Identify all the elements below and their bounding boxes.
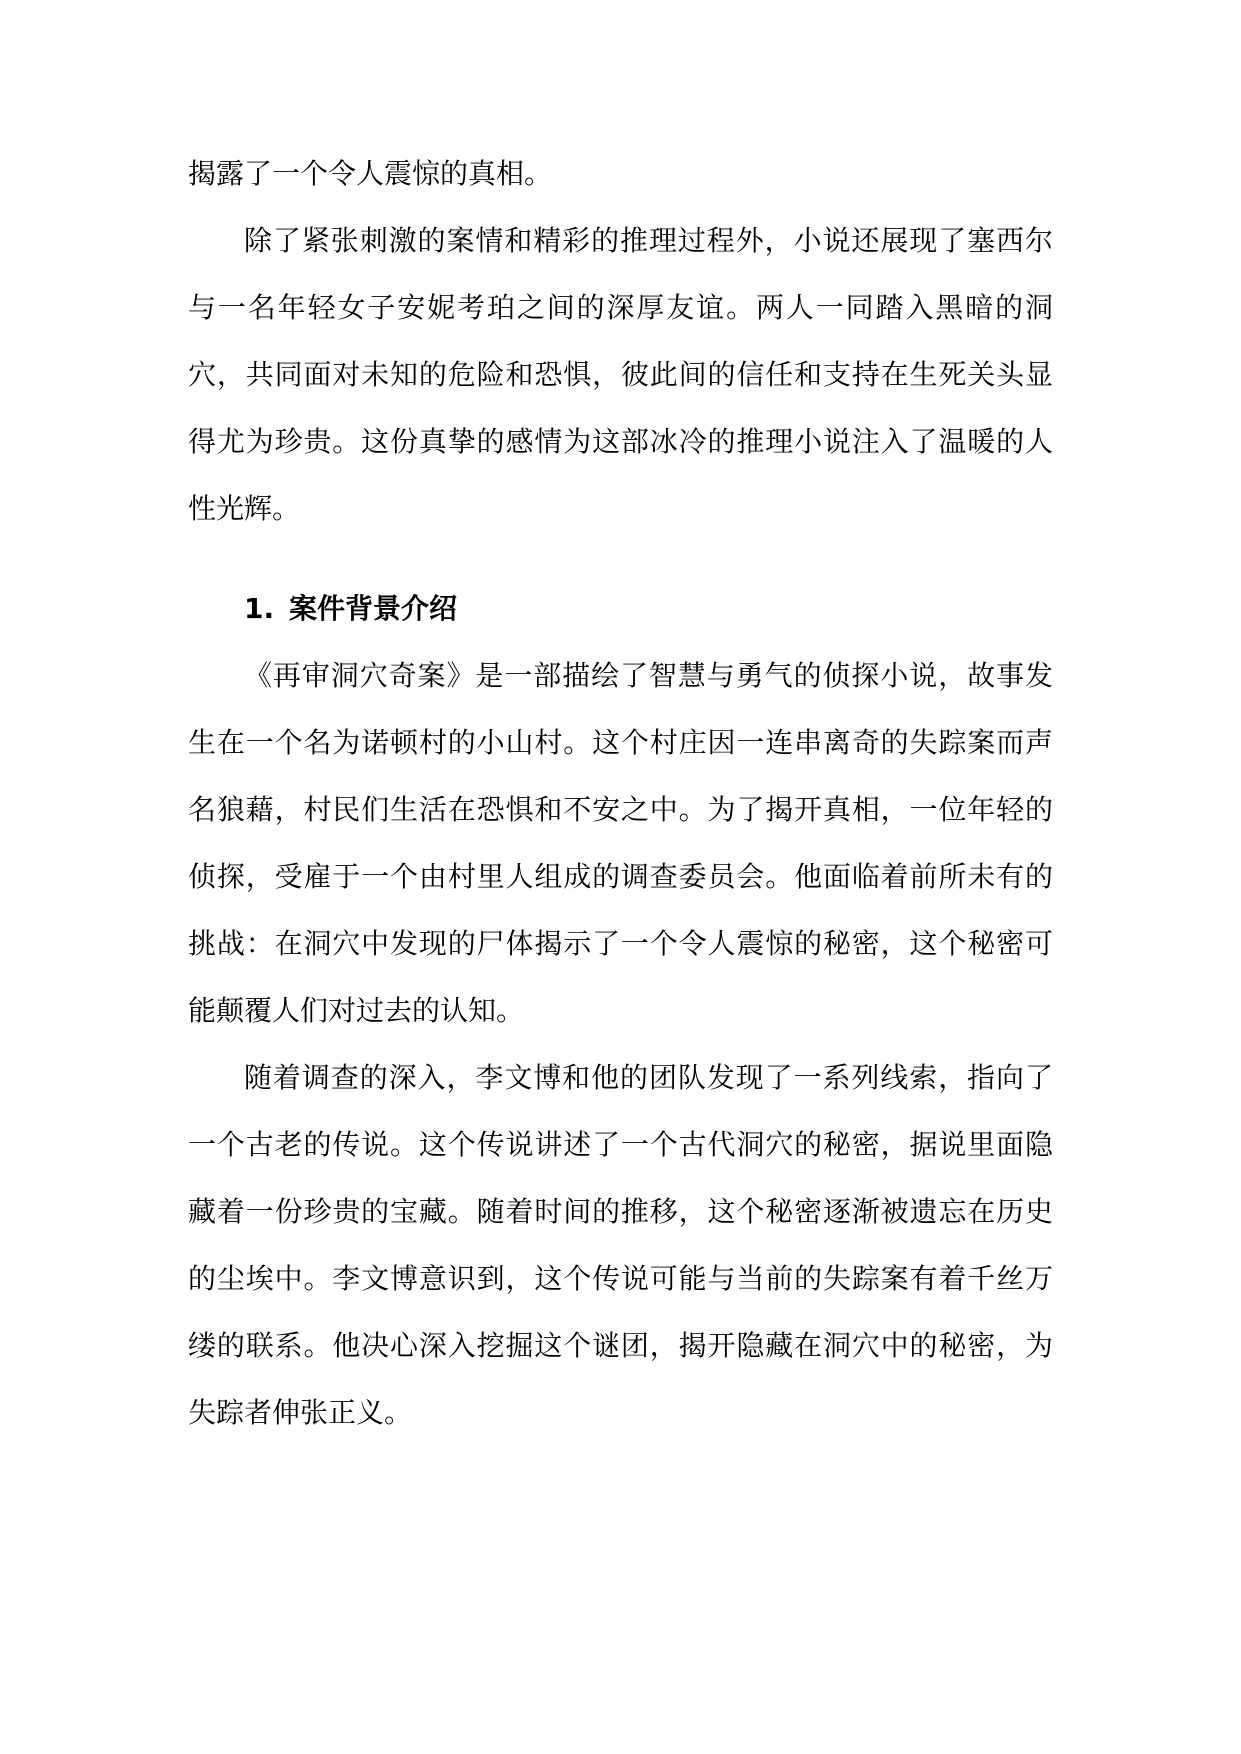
paragraph-investigation: 随着调查的深入，李文博和他的团队发现了一系列线索，指向了一个古老的传说。这个传说讲述了一个古代洞穴的秘密，据说里面隐藏着一份珍贵的宝藏。随着时间的推移，这个秘密逐渐被遗忘在历史的尘埃中。李文博意识到，这个传说可能与当前的失踪案有着千丝万缕的联系。他决心深入挖掘这个谜团，揭开隐藏在洞穴中的秘密，为失踪者伸张正义。	[188, 1061, 1053, 1429]
paragraph-friendship: 除了紧张刺激的案情和精彩的推理过程外，小说还展现了塞西尔与一名年轻女子安妮考珀之间的深厚友谊。两人一同踏入黑暗的洞穴，共同面对未知的危险和恐惧，彼此间的信任和支持在生死关头显得尤为珍贵。这份真挚的感情为这部冰冷的推理小说注入了温暖的人性光辉。	[188, 224, 1053, 525]
section-spacer	[188, 542, 1053, 575]
paragraph-continued: 揭露了一个令人震惊的真相。	[188, 157, 553, 190]
section-number: 1.	[244, 592, 275, 625]
section-title: 案件背景介绍	[289, 592, 458, 625]
paragraph-background: 《再审洞穴奇案》是一部描绘了智慧与勇气的侦探小说，故事发生在一个名为诺顿村的小山村。这个村庄因一连串离奇的失踪案而声名狼藉，村民们生活在恐惧和不安之中。为了揭开真相，一位年轻的侦探，受雇于一个由村里人组成的调查委员会。他面临着前所未有的挑战：在洞穴中发现的尸体揭示了一个令人震惊的秘密，这个秘密可能颠覆人们对过去的认知。	[188, 659, 1053, 1027]
document-body	[188, 140, 1053, 1446]
section-heading	[188, 575, 1053, 642]
